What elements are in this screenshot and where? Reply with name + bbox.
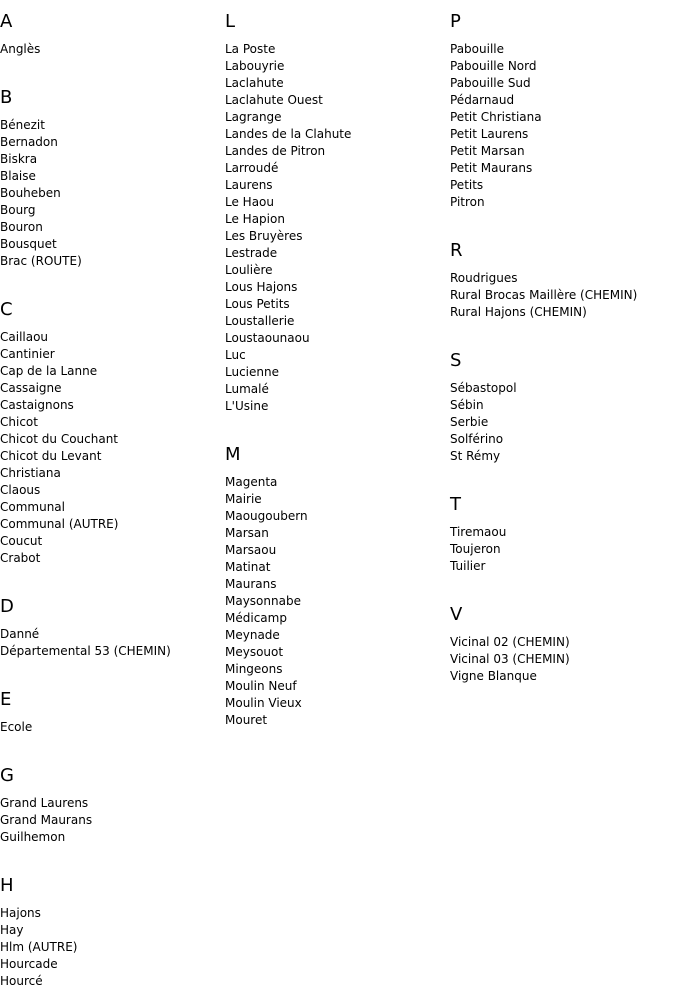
street-link[interactable]: Lous Hajons [225,280,298,294]
list-item [0,973,225,990]
street-link[interactable]: Marsaou [225,543,277,557]
list-item [450,41,675,58]
group-spacer [450,465,675,483]
street-link[interactable]: Petits [450,178,484,192]
list-item [0,380,225,397]
street-link[interactable]: Cantinier [0,347,55,361]
list-item [0,151,225,168]
letter-heading: D [0,596,14,617]
street-link[interactable]: Sébin [450,398,484,412]
street-link[interactable]: Roudrigues [450,271,518,285]
street-link[interactable]: Pédarnaud [450,93,515,107]
street-link[interactable]: Loulière [225,263,273,277]
list-item [0,202,225,219]
street-link[interactable]: Caillaou [0,330,49,344]
letter-group-v [450,593,675,703]
letter-group-d [0,585,225,678]
street-link[interactable]: Larroudé [225,161,279,175]
list-item [0,414,225,431]
list-item [225,576,450,593]
letter-group-s [450,339,675,483]
letter-group-a [0,0,225,76]
street-link[interactable]: Mingeons [225,662,283,676]
list-item [450,380,675,397]
group-spacer [0,990,225,1008]
list-item [225,559,450,576]
list-item [0,346,225,363]
street-link[interactable]: Bénezit [0,118,45,132]
street-link[interactable]: Hay [0,923,24,937]
group-spacer [450,321,675,339]
group-spacer [0,846,225,864]
street-list [225,474,450,729]
street-link[interactable]: Médicamp [225,611,287,625]
list-item [225,330,450,347]
letter-group-e [0,678,225,754]
street-link[interactable]: St Rémy [450,449,501,463]
street-link[interactable]: Chicot du Levant [0,449,102,463]
letter-heading: V [450,604,463,625]
column-3 [450,0,675,703]
letter-group-t [450,483,675,593]
list-item [450,109,675,126]
letter-group-b [0,76,225,288]
list-item [0,719,225,736]
list-item [225,678,450,695]
list-item [225,279,450,296]
street-link[interactable]: Toujeron [450,542,501,556]
street-link[interactable]: Cassaigne [0,381,62,395]
list-item [225,75,450,92]
list-item [225,644,450,661]
list-item [0,812,225,829]
list-item [225,364,450,381]
group-spacer [450,575,675,593]
street-link[interactable]: Landes de la Clahute [225,127,352,141]
street-link[interactable]: Communal [0,500,65,514]
letter-heading: M [225,444,241,465]
street-list [0,117,225,270]
list-item [450,448,675,465]
group-spacer [225,415,450,433]
list-item [0,185,225,202]
street-link[interactable]: Luc [225,348,246,362]
street-link[interactable]: Petit Christiana [450,110,542,124]
list-item [0,533,225,550]
group-spacer [0,58,225,76]
list-item [0,363,225,380]
letter-heading: B [0,87,13,108]
list-item [0,134,225,151]
list-item [450,126,675,143]
street-link[interactable]: Bouron [0,220,43,234]
list-item [225,398,450,415]
street-list [0,41,225,58]
street-link[interactable]: Labouyrie [225,59,285,73]
list-item [450,304,675,321]
street-link[interactable]: Moulin Vieux [225,696,302,710]
list-item [225,661,450,678]
street-link[interactable]: Meynade [225,628,280,642]
list-item [450,397,675,414]
street-link[interactable]: Lumalé [225,382,269,396]
list-item [0,626,225,643]
street-list [450,270,675,321]
list-item [0,499,225,516]
letter-heading: A [0,11,13,32]
street-link[interactable]: Crabot [0,551,41,565]
list-item [0,516,225,533]
street-link[interactable]: Magenta [225,475,278,489]
street-link[interactable]: Bouheben [0,186,61,200]
street-link[interactable]: Le Hapion [225,212,285,226]
list-item [225,508,450,525]
street-link[interactable]: Hlm (AUTRE) [0,940,78,954]
column-2 [225,0,450,747]
street-link[interactable]: Maougoubern [225,509,308,523]
street-link[interactable]: Rural Brocas Maillère (CHEMIN) [450,288,638,302]
street-link[interactable]: Cap de la Lanne [0,364,98,378]
list-item [450,287,675,304]
list-item [0,219,225,236]
list-item [450,160,675,177]
street-link[interactable]: Blaise [0,169,36,183]
street-list [450,380,675,465]
street-link[interactable]: Petit Maurans [450,161,533,175]
street-link[interactable]: Hajons [0,906,41,920]
street-link[interactable]: Vicinal 03 (CHEMIN) [450,652,570,666]
list-item [0,168,225,185]
street-link[interactable]: Mairie [225,492,262,506]
list-item [225,194,450,211]
street-link[interactable]: Coucut [0,534,43,548]
street-link[interactable]: Bernadon [0,135,58,149]
letter-heading: P [450,11,461,32]
street-link[interactable]: Vigne Blanque [450,669,537,683]
list-item [225,542,450,559]
list-item [0,41,225,58]
letter-heading: E [0,689,12,710]
list-item [225,491,450,508]
list-item [450,558,675,575]
street-list [0,905,225,990]
street-link[interactable]: Tuilier [450,559,486,573]
group-spacer [450,211,675,229]
list-item [450,668,675,685]
letter-group-r [450,229,675,339]
street-link[interactable]: Chicot du Couchant [0,432,119,446]
list-item [0,482,225,499]
list-item [450,143,675,160]
street-link[interactable]: Lucienne [225,365,279,379]
street-link[interactable]: Communal (AUTRE) [0,517,119,531]
street-list [450,524,675,575]
list-item [225,627,450,644]
list-item [0,795,225,812]
list-item [0,448,225,465]
street-link[interactable]: Grand Laurens [0,796,89,810]
list-item [225,41,450,58]
street-list [0,795,225,846]
list-item [450,58,675,75]
letter-group-h [0,864,225,1008]
letter-heading: G [0,765,14,786]
street-link[interactable]: Départemental 53 (CHEMIN) [0,644,171,658]
street-link[interactable]: Pabouille Sud [450,76,531,90]
list-item [450,270,675,287]
column-1 [0,0,225,1008]
street-link[interactable]: Maurans [225,577,277,591]
street-link[interactable]: Chicot [0,415,38,429]
street-link[interactable]: Marsan [225,526,269,540]
street-link[interactable]: Mouret [225,713,268,727]
street-link[interactable]: Lagrange [225,110,282,124]
letter-group-l [225,0,450,433]
street-link[interactable]: Claous [0,483,41,497]
street-link[interactable]: Matinat [225,560,271,574]
street-link[interactable]: Laurens [225,178,273,192]
list-item [450,414,675,431]
street-link[interactable]: Laclahute Ouest [225,93,323,107]
list-item [225,593,450,610]
group-spacer [225,729,450,747]
street-link[interactable]: Serbie [450,415,489,429]
street-link[interactable]: Tiremaou [450,525,507,539]
list-item [450,75,675,92]
list-item [225,92,450,109]
group-spacer [0,660,225,678]
street-link[interactable]: Loustaounaou [225,331,310,345]
list-item [225,126,450,143]
list-item [450,92,675,109]
street-link[interactable]: Brac (ROUTE) [0,254,82,268]
list-item [0,397,225,414]
street-link[interactable]: Bousquet [0,237,57,251]
street-link[interactable]: Grand Maurans [0,813,93,827]
list-item [225,143,450,160]
street-link[interactable]: Anglès [0,42,41,56]
street-link[interactable]: Lous Petits [225,297,290,311]
list-item [450,177,675,194]
street-link[interactable]: Hourcé [0,974,43,988]
street-link[interactable]: Biskra [0,152,38,166]
list-item [0,431,225,448]
list-item [0,253,225,270]
group-spacer [450,685,675,703]
list-item [225,347,450,364]
list-item [225,262,450,279]
letter-group-p [450,0,675,229]
street-list [225,41,450,415]
street-link[interactable]: La Poste [225,42,276,56]
list-item [0,329,225,346]
group-spacer [0,736,225,754]
list-item [225,313,450,330]
list-item [225,610,450,627]
street-link[interactable]: Moulin Neuf [225,679,297,693]
letter-group-m [225,433,450,747]
street-link[interactable]: Vicinal 02 (CHEMIN) [450,635,570,649]
list-item [0,956,225,973]
street-list [450,634,675,685]
street-link[interactable]: Sébastopol [450,381,517,395]
street-link[interactable]: Pitron [450,195,485,209]
street-link[interactable]: Laclahute [225,76,284,90]
street-link[interactable]: Petit Laurens [450,127,529,141]
street-link[interactable]: Pabouille [450,42,504,56]
street-list [0,626,225,660]
letter-heading: H [0,875,14,896]
street-list [450,41,675,211]
street-link[interactable]: Christiana [0,466,61,480]
list-item [450,431,675,448]
list-item [225,177,450,194]
list-item [0,236,225,253]
list-item [225,245,450,262]
group-spacer [0,270,225,288]
street-link[interactable]: Pabouille Nord [450,59,537,73]
list-item [0,922,225,939]
list-item [0,829,225,846]
list-item [0,550,225,567]
street-link[interactable]: Le Haou [225,195,274,209]
street-link[interactable]: Guilhemon [0,830,66,844]
letter-heading: T [450,494,461,515]
list-item [225,712,450,729]
letter-heading: R [450,240,463,261]
street-link[interactable]: Petit Marsan [450,144,525,158]
list-item [225,211,450,228]
street-list [0,719,225,736]
list-item [0,643,225,660]
group-spacer [0,567,225,585]
list-item [225,160,450,177]
list-item [0,465,225,482]
list-item [225,474,450,491]
street-link[interactable]: Bourg [0,203,36,217]
street-link[interactable]: Loustallerie [225,314,295,328]
list-item [450,651,675,668]
letter-heading: L [225,11,236,32]
list-item [0,117,225,134]
list-item [450,194,675,211]
list-item [225,695,450,712]
list-item [450,634,675,651]
street-link[interactable]: Landes de Pitron [225,144,326,158]
street-link[interactable]: Meysouot [225,645,284,659]
list-item [225,109,450,126]
list-item [450,541,675,558]
list-item [225,296,450,313]
letter-heading: S [450,350,462,371]
street-link[interactable]: Lestrade [225,246,278,260]
letter-heading: C [0,299,13,320]
street-link[interactable]: Les Bruyères [225,229,303,243]
street-link[interactable]: Solférino [450,432,504,446]
list-item [0,905,225,922]
street-link[interactable]: L'Usine [225,399,269,413]
street-link[interactable]: Maysonnabe [225,594,301,608]
list-item [0,939,225,956]
list-item [450,524,675,541]
street-link[interactable]: Castaignons [0,398,74,412]
list-item [225,228,450,245]
list-item [225,381,450,398]
list-item [225,58,450,75]
street-link[interactable]: Danné [0,627,40,641]
street-link[interactable]: Hourcade [0,957,58,971]
list-item [225,525,450,542]
letter-group-g [0,754,225,864]
street-list [0,329,225,567]
letter-group-c [0,288,225,585]
street-link[interactable]: Ecole [0,720,33,734]
street-link[interactable]: Rural Hajons (CHEMIN) [450,305,587,319]
